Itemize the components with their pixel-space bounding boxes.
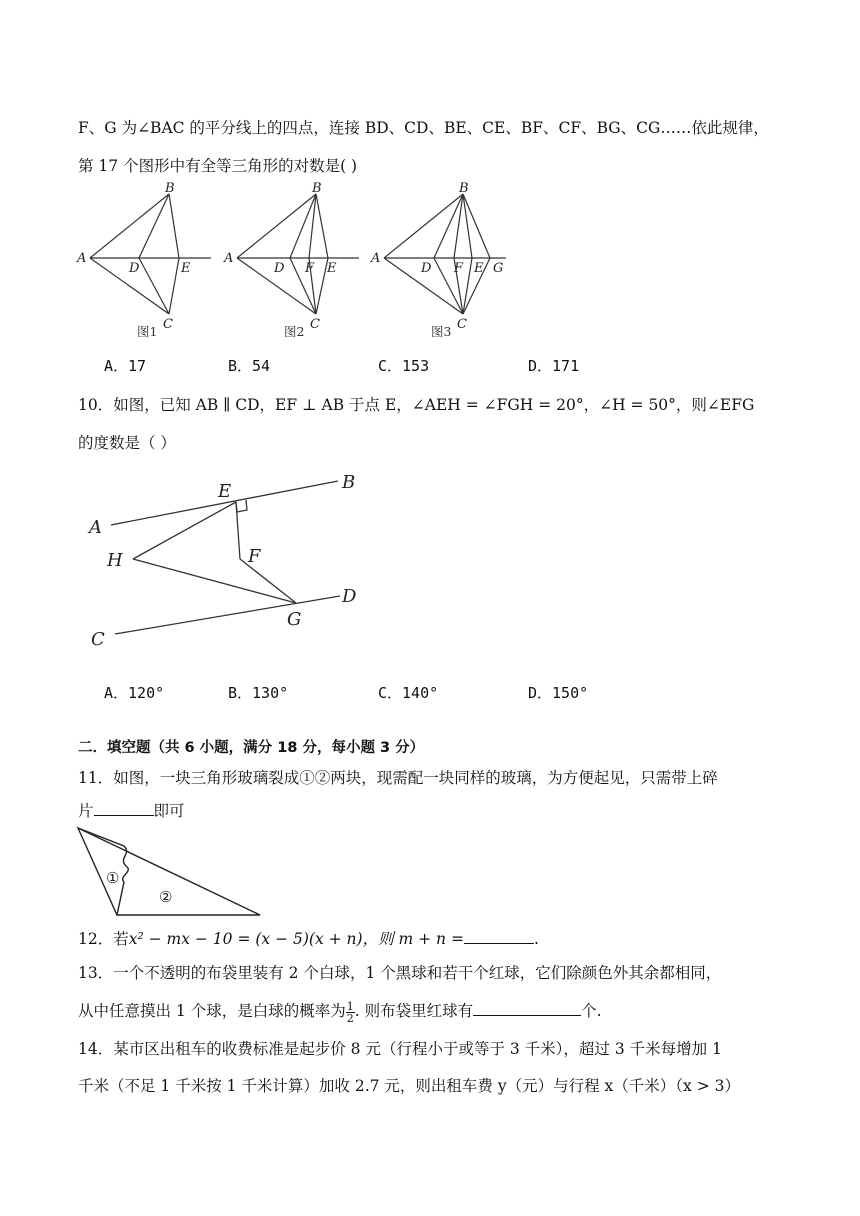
- q10-label-E: E: [218, 481, 232, 502]
- fig3-label-A: A: [371, 251, 381, 266]
- q10-option-b[interactable]: B．130°: [228, 684, 289, 702]
- fig1-label-D: D: [129, 261, 140, 276]
- q10-label-C: C: [91, 629, 105, 650]
- fig2-label-F: F: [305, 261, 315, 276]
- fig1-label-C: C: [163, 317, 173, 332]
- q13-text-line1: 13．一个不透明的布袋里装有 2 个白球，1 个黑球和若干个红球，它们除颜色外其余都相同，: [78, 964, 722, 982]
- q10-figure: [80, 465, 380, 655]
- fig2-caption: 图2: [284, 324, 305, 339]
- fig3-label-G: G: [493, 261, 504, 276]
- q13-answer-blank[interactable]: [473, 999, 581, 1016]
- q13-line2-post: 个.: [581, 1002, 602, 1020]
- q9-text-line1: F、G 为∠BAC 的平分线上的四点，连接 BD、CD、BE、CE、BF、CF、BG、CG……依此规律，: [78, 119, 769, 137]
- q11-text-line1: 11．如图，一块三角形玻璃裂成①②两块，现需配一块同样的玻璃，为方便起见，只需带上碎: [78, 769, 718, 787]
- q10-option-c[interactable]: C．140°: [378, 684, 439, 702]
- fig3-caption: 图3: [431, 324, 452, 339]
- q9-option-a[interactable]: A．17: [104, 357, 147, 375]
- q9-option-b[interactable]: B．54: [228, 357, 271, 375]
- q9-option-d[interactable]: D．171: [528, 357, 580, 375]
- q11-answer-blank[interactable]: [94, 799, 154, 816]
- section-title-fill-in: 二．填空题（共 6 小题，满分 18 分，每小题 3 分）: [78, 740, 425, 756]
- fig3-label-C: C: [457, 317, 467, 332]
- q12-expression: x² − mx − 10 = (x − 5)(x + n)，则 m + n =: [128, 930, 464, 948]
- fig2-label-E: E: [327, 261, 337, 276]
- q10-label-F: F: [248, 546, 261, 567]
- q10-option-d[interactable]: D．150°: [528, 684, 589, 702]
- q10-text-line2: 的度数是（ ）: [78, 434, 176, 452]
- q13-fraction-denominator: 2: [346, 1011, 354, 1025]
- q10-label-D: D: [342, 586, 357, 607]
- q11-line2-pre: 片: [78, 802, 94, 820]
- q14-text-line1: 14．某市区出租车的收费标准是起步价 8 元（行程小于或等于 3 千米），超过 3 千米每增加 1: [78, 1040, 722, 1058]
- fig1-label-A: A: [77, 251, 87, 266]
- fig2-label-B: B: [312, 181, 322, 196]
- q9-figures: [74, 180, 524, 345]
- q11-figure: [74, 824, 274, 920]
- q11-piece-1: ①: [106, 869, 120, 887]
- fig2-label-A: A: [224, 251, 234, 266]
- q10-text-line1: 10．如图，已知 AB ∥ CD，EF ⊥ AB 于点 E，∠AEH = ∠FGH = 20°，∠H = 50°，则∠EFG: [78, 396, 755, 414]
- q13-line2-pre: 从中任意摸出 1 个球，是白球的概率为: [78, 1002, 346, 1020]
- fig3-label-E: E: [474, 261, 484, 276]
- q12-text: [78, 927, 539, 950]
- q11-line2-post: 即可: [153, 802, 185, 820]
- q14-text-line2: 千米（不足 1 千米按 1 千米计算）加收 2.7 元，则出租车费 y（元）与行程 x（千米）（x > 3）: [78, 1077, 740, 1095]
- q13-text-line2: [78, 999, 602, 1024]
- q12-pre: 12．若: [78, 930, 129, 948]
- q13-fraction-numerator: 1: [346, 999, 354, 1013]
- fig3-label-F: F: [454, 261, 464, 276]
- fig3-label-D: D: [421, 261, 432, 276]
- fig2-label-C: C: [310, 317, 320, 332]
- fig1-label-E: E: [181, 261, 191, 276]
- q10-option-a[interactable]: A．120°: [104, 684, 165, 702]
- fig1-label-B: B: [165, 181, 175, 196]
- q12-answer-blank[interactable]: [464, 927, 534, 944]
- q11-text-line2: [78, 799, 185, 822]
- q10-label-H: H: [107, 550, 123, 571]
- fig1-caption: 图1: [137, 324, 158, 339]
- q10-label-B: B: [342, 472, 356, 493]
- q9-option-c[interactable]: C．153: [378, 357, 430, 375]
- fig2-label-D: D: [274, 261, 285, 276]
- q9-text-line2: 第 17 个图形中有全等三角形的对数是( ): [78, 157, 358, 175]
- q13-fraction: [346, 1001, 355, 1024]
- q10-label-A: A: [89, 517, 102, 538]
- fig3-label-B: B: [459, 181, 469, 196]
- q12-post: .: [533, 930, 539, 948]
- q11-piece-2: ②: [159, 888, 173, 906]
- q13-line2-mid: . 则布袋里红球有: [354, 1002, 474, 1020]
- q10-label-G: G: [287, 609, 302, 630]
